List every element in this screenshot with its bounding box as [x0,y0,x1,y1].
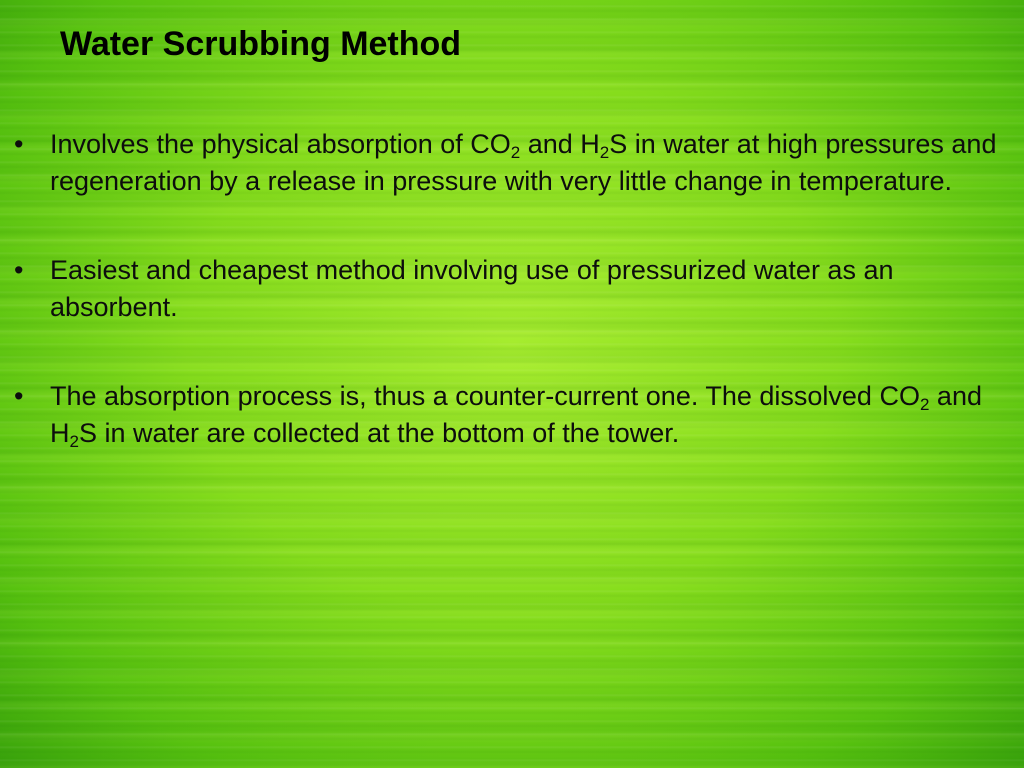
bullet-item [0,126,1024,200]
bullet-text [50,255,894,322]
bullet-text-segment: S in water at high pressures and regeneration by a release in pressure with very little change in temperature. [50,129,997,196]
subscript: 2 [69,432,79,451]
bullet-item [0,378,1024,452]
bullet-list [0,126,1024,504]
bullet-text [50,381,982,451]
bullet-text-segment: and H [520,129,600,159]
bullet-text-segment: The absorption process is, thus a counter-current one. The dissolved CO [50,381,920,411]
bullet-text-segment: and H [50,381,982,448]
bullet-dot-icon: • [14,129,24,159]
subscript: 2 [599,143,610,162]
subscript: 2 [510,143,521,162]
slide-title: Water Scrubbing Method [60,25,462,63]
bullet-text-segment: Easiest and cheapest method involving use of pressurized water as an absorbent. [50,255,894,322]
bullet-text-segment: S in water are collected at the bottom of the tower. [78,418,680,448]
subscript: 2 [919,395,930,414]
bullet-text-segment: Involves the physical absorption of CO [50,129,511,159]
bullet-text [50,129,996,196]
bullet-item [0,252,1024,326]
bullet-dot-icon: • [14,255,24,285]
bullet-dot-icon: • [14,381,24,411]
